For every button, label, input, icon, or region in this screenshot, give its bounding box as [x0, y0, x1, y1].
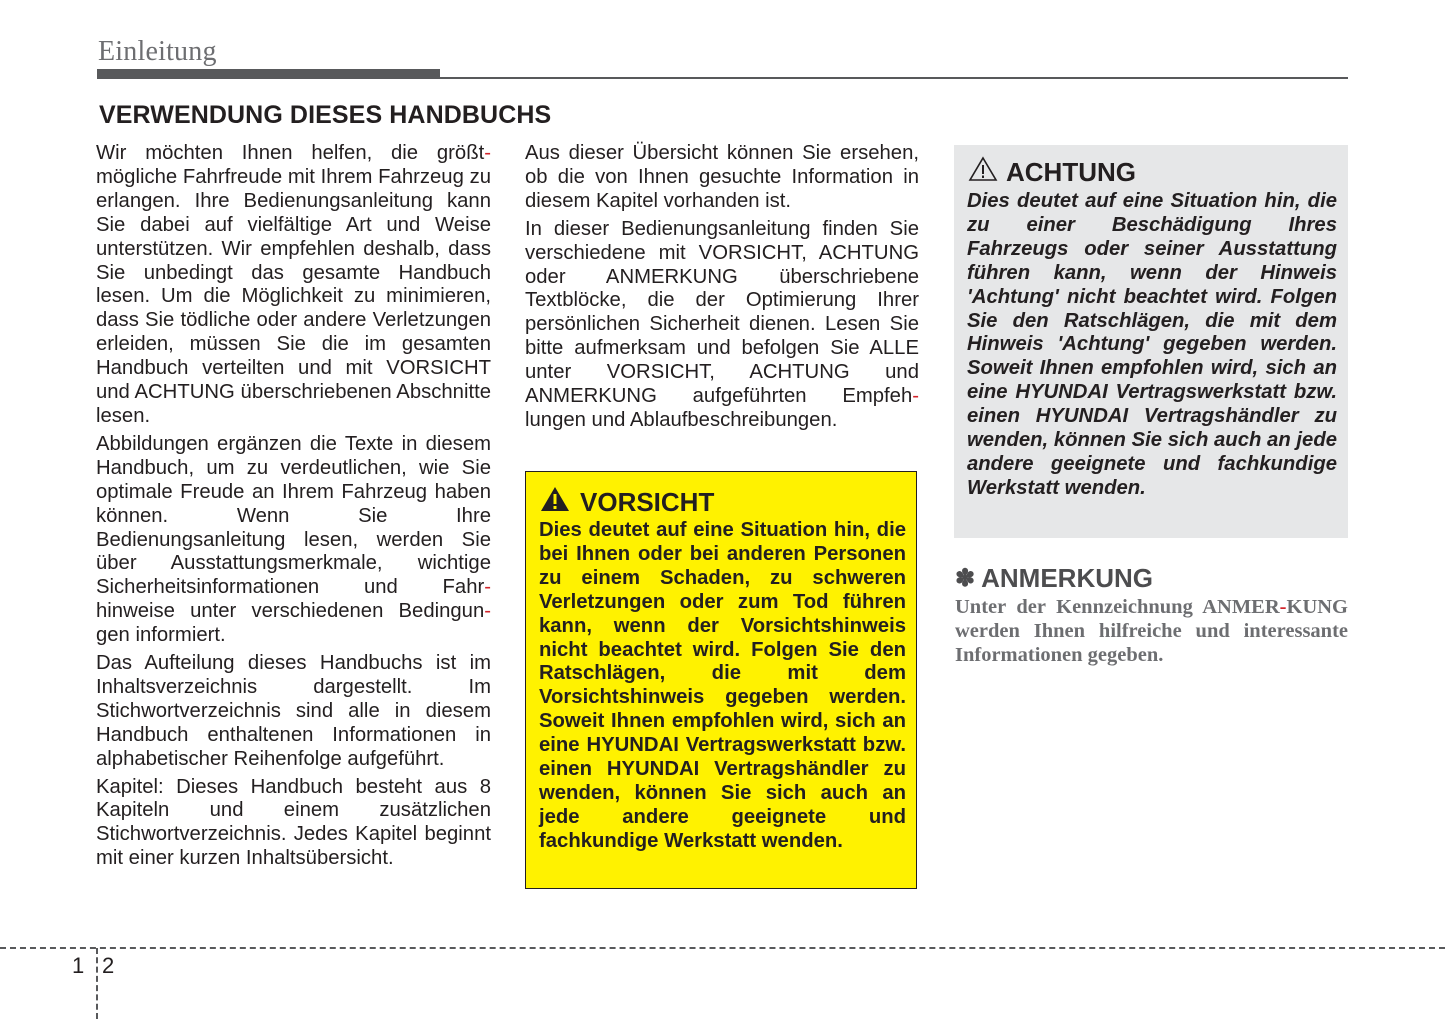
paragraph: In dieser Bedienungsanleitung finden Sie verschiedene mit VORSICHT, ACHTUNG oder ANMERKUNG überschriebene Textblöcke, die der Optimierung Ihrer persönlichen Sicherheit dienen. Lesen Sie bitte aufmerksam und befolgen Sie ALLE unter VORSICHT, ACHTUNG und ANMERKUNG aufgeführten Empfeh-lungen und Ablaufbeschreibungen.: [525, 217, 919, 431]
paragraph: Aus dieser Übersicht können Sie ersehen, ob die von Ihnen gesuchte Information in diesem Kapitel vorhanden ist.: [525, 142, 919, 212]
caution-text: Dies deutet auf eine Situation hin, die bei Ihnen oder bei anderen Personen zu einem Schaden, zu schweren Verletzungen oder zum Tod führen kann, wenn der Vorsichtshinweis nicht beachtet wird. Folgen Sie den Ratschlägen, die mit dem Vorsichtshinweis gegeben werden. Soweit Ihnen empfohlen wird, sich an eine HYUNDAI Vertragswerkstatt bzw. einen HYUNDAI Vertragshändler zu wenden, können Sie sich auch an jede andere geeignete und fachkundige Werkstatt wenden.: [539, 519, 906, 852]
footer-dashed-divider: [96, 948, 98, 1019]
text-column-2: [525, 142, 919, 437]
caution-header: [540, 486, 714, 519]
section-heading: VERWENDUNG DIESES HANDBUCHS: [99, 101, 552, 129]
header-rule-thick: [97, 69, 440, 79]
header-rule-thin: [440, 77, 1348, 79]
chapter-number: 1: [72, 953, 85, 978]
paragraph: Das Aufteilung dieses Handbuchs ist im Inhaltsverzeichnis dargestellt. Im Stichwortverzeichnis sind alle in diesem Handbuch enthaltenen Informationen in alphabetischer Reihenfolge aufgeführt.: [96, 652, 491, 770]
text-column-1: [96, 142, 491, 875]
page-number: 2: [102, 953, 115, 978]
footer-dashed-rule: [0, 947, 1445, 949]
paragraph: Abbildungen ergänzen die Texte in diesem Handbuch, um zu verdeutlichen, wie Sie optimale Freude an Ihrem Fahrzeug haben können. Wenn Sie Ihre Bedienungsanleitung lesen, werden Sie über Ausstattungsmerkmale, wichtige Sicherheitsinformationen und Fahr-hinweise unter verschiedenen Bedingun-gen informiert.: [96, 432, 491, 647]
warning-title: ACHTUNG: [1006, 157, 1136, 187]
caution-box: [525, 471, 917, 889]
paragraph: Kapitel: Dieses Handbuch besteht aus 8 Kapiteln und einem zusätzlichen Stichwortverzeichnis. Jedes Kapitel beginnt mit einer kurzen Inhaltsübersicht.: [96, 775, 491, 870]
note-text: Unter der Kennzeichnung ANMER-KUNG werden Ihnen hilfreiche und interessante Informationen gegeben.: [955, 596, 1348, 666]
warning-triangle-icon: [540, 486, 570, 519]
warning-text: Dies deutet auf eine Situation hin, die zu einer Beschädigung Ihres Fahrzeugs oder seiner Ausstattung führen kann, wenn der Hinweis 'Achtung' nicht beachtet wird. Folgen Sie den Ratschlägen, die mit dem Hinweis 'Achtung' gegeben werden. Soweit Ihnen empfohlen wird, sich an eine HYUNDAI Vertragswerkstatt bzw. einen HYUNDAI Vertragshändler zu wenden, können Sie sich auch an jede andere geeignete und fachkundige Werkstatt wenden.: [967, 190, 1337, 499]
paragraph: Wir möchten Ihnen helfen, die größt-mögliche Fahrfreude mit Ihrem Fahrzeug zu erlangen. Ihre Bedienungsanleitung kann Sie dabei auf vielfältige Art und Weise unterstützen. Wir empfehlen deshalb, dass Sie unbedingt das gesamte Handbuch lesen. Um die Möglichkeit zu minimieren, dass Sie tödliche oder andere Verletzungen erleiden, müssen Sie die im gesamten Handbuch verteilten und mit VORSICHT und ACHTUNG überschriebenen Abschnitte lesen.: [96, 142, 491, 427]
caution-title: VORSICHT: [580, 487, 715, 517]
warning-box: [954, 145, 1348, 538]
asterisk-icon: ✽: [955, 565, 976, 592]
note-header: [955, 563, 1153, 594]
note-title: ANMERKUNG: [981, 563, 1153, 593]
warning-header: [968, 156, 1136, 189]
warning-triangle-outline-icon: [968, 156, 998, 189]
chapter-title: Einleitung: [98, 36, 217, 67]
